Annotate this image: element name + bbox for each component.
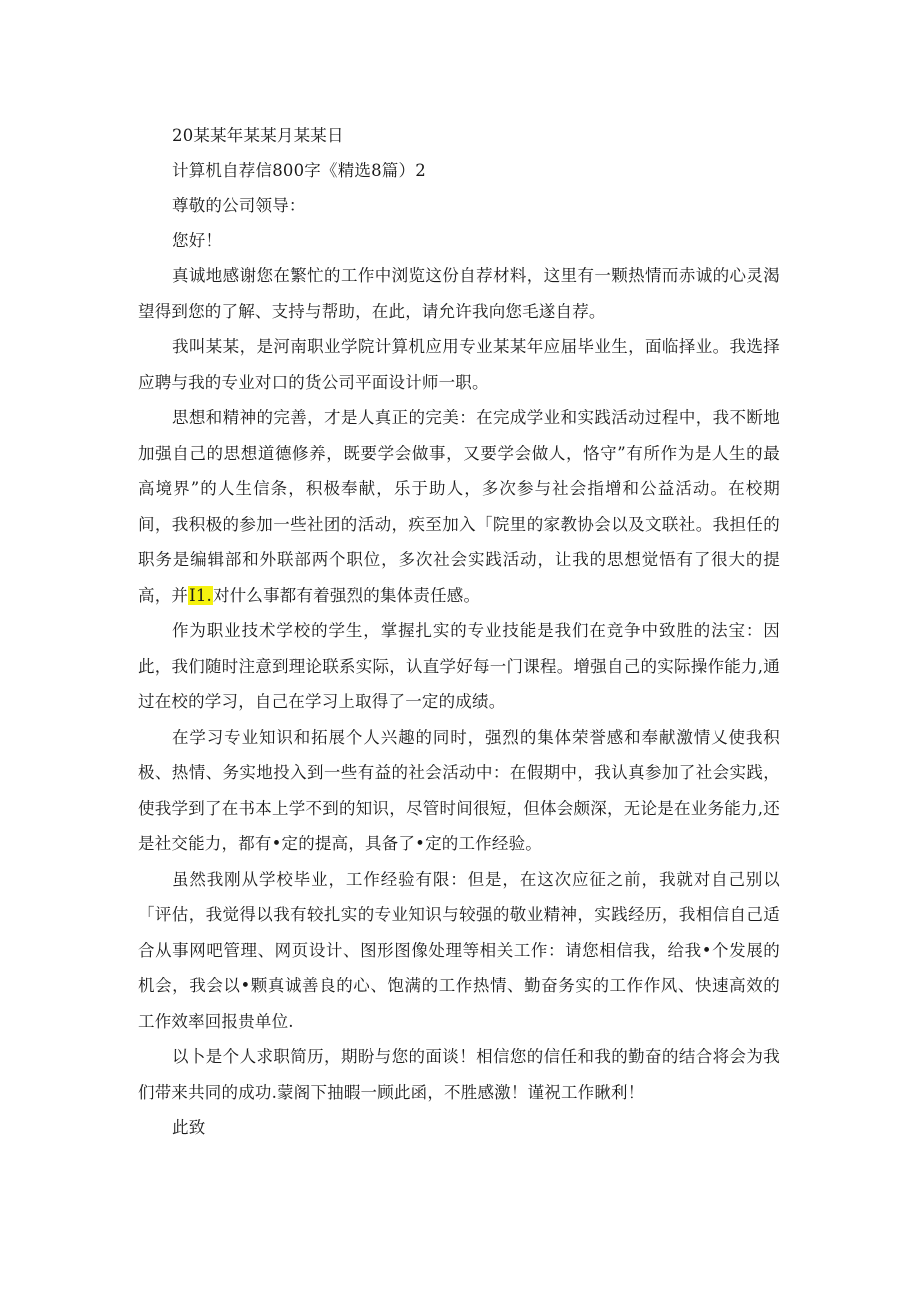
paragraph-skills: 作为职业技术学校的学生，掌握扎实的专业技能是我们在竞争中致胜的法宝：因此，我们随时注意到理论联系实际，认直学好每一门课程。增强自己的实际操作能力,通过在校的学习，自己在学习上取得了一定的成绩。 <box>138 621 780 711</box>
paragraph-self-assessment: 虽然我刚从学校毕业，工作经验有限：但是，在这次应征之前，我就对自己别以「评估，我觉得以我有较扎实的专业知识与较强的敬业精神，实践经历，我相信自己适合从事网吧管理、网页设计、图形图像处理等相关工作：请您相信我，给我•个发展的机会，我会以•颗真诚善良的心、饱满的工作热情、勤奋务实的工作作风、快速高效的工作效率回报贵单位. <box>138 869 780 1031</box>
paragraph-character-text-b: 对什么事都有着强烈的集体责任感。 <box>212 585 481 605</box>
letter-body <box>138 118 780 1145</box>
paragraph-gratitude: 真诚地感谢您在繁忙的工作中浏览这份自荐材料，这里有一颗热情而赤诚的心灵渴望得到您的了解、支持与帮助，在此，请允许我向您毛遂自荐。 <box>138 266 780 321</box>
paragraph-character <box>138 400 780 613</box>
paragraph-introduction: 我叫某某，是河南职业学院计算机应用专业某某年应届毕业生，面临择业。我选择应聘与我的专业对口的货公司平面设计师一职。 <box>138 337 780 392</box>
paragraph-character-text-a: 思想和精神的完善，才是人真正的完美：在完成学业和实践活动过程中，我不断地加强自己的思想道德修养，既要学会做事，又要学会做人，恪守”有所作为是人生的最高境界”的人生信条，积极奉献，乐于助人，多次参与社会指增和公益活动。在校期间，我积极的参加一些社团的活动，疾至加入「院里的家教协会以及文联社。我担任的职务是编辑部和外联部两个职位，多次社会实践活动，让我的思想觉悟有了很大的提高，并 <box>138 408 780 605</box>
letter-date: 20某某年某某月某某日 <box>172 126 344 145</box>
closing: 此致 <box>172 1118 206 1137</box>
paragraph-closing-remarks: 以卜是个人求职简历，期盼与您的面谈！相信您的信任和我的勤奋的结合将会为我们带来共同的成功.蒙阁下抽暇一顾此函，不胜感激！谨祝工作瞅利！ <box>138 1047 780 1102</box>
paragraph-activities: 在学习专业知识和拓展个人兴趣的同时，强烈的集体荣誉感和奉献激情乂使我积极、热情、务实地投入到一些有益的社会活动中：在假期中，我认真参加了社会实践，使我学到了在书本上学不到的知识，尽管时间很短，但体会颇深，无论是在业务能力,还是社交能力，都有•定的提高，具备了•定的工作经验。 <box>138 727 780 853</box>
letter-title: 计算机自荐信800字《精选8篇）2 <box>172 161 426 180</box>
greeting: 您好！ <box>172 231 223 250</box>
salutation: 尊敬的公司领导： <box>172 196 306 215</box>
highlighted-text: I1. <box>189 585 212 605</box>
